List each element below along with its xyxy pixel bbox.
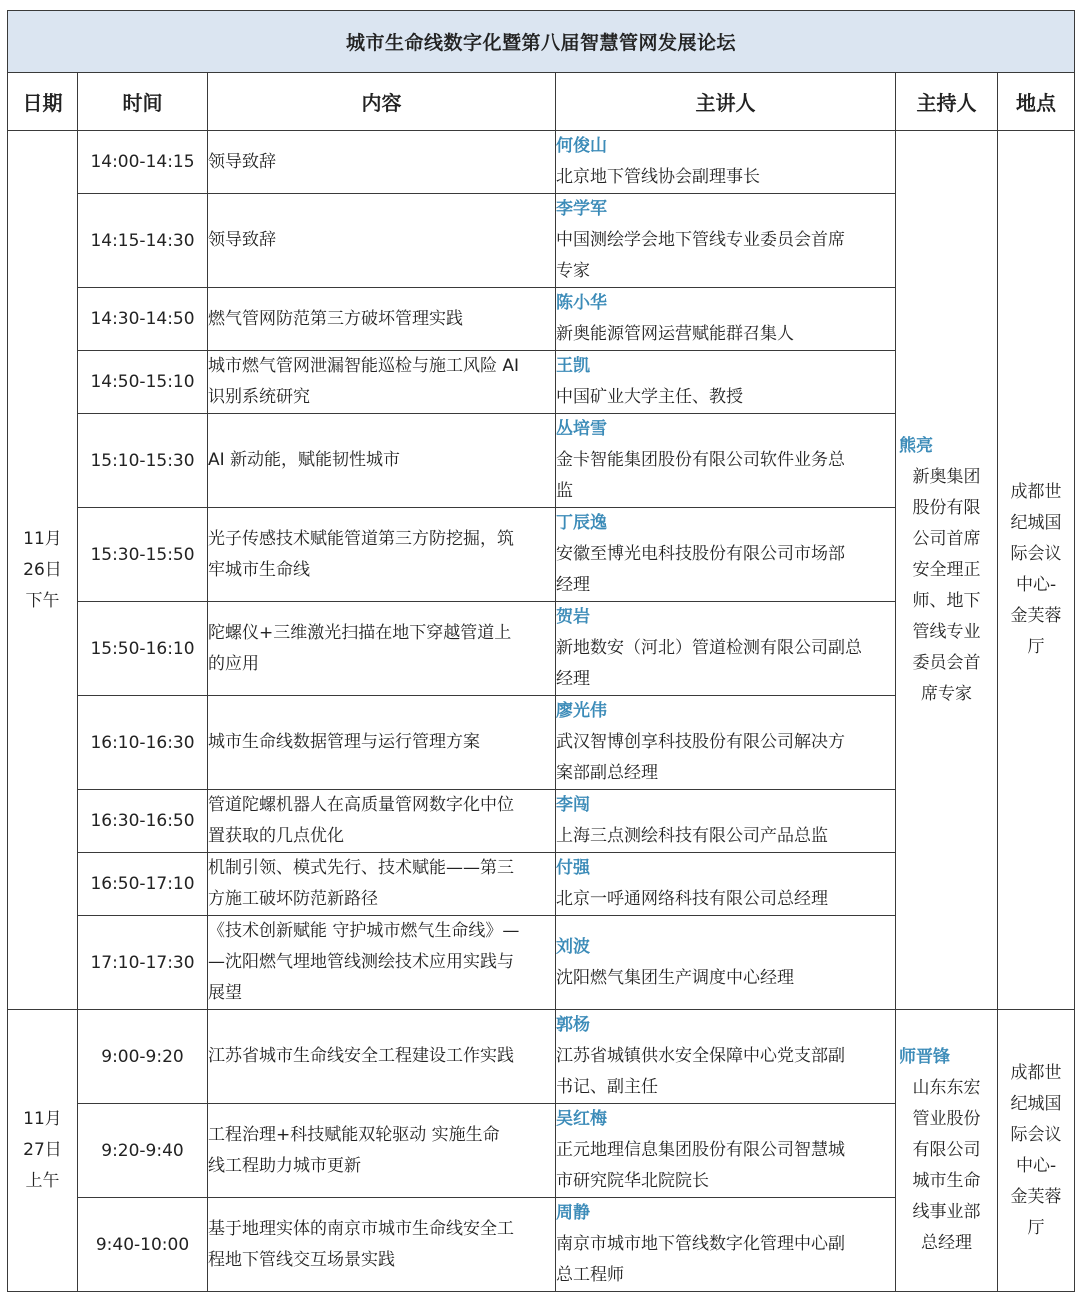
speaker-cell (556, 1104, 896, 1198)
host-name: 师晋锋 (899, 1047, 950, 1067)
header-time: 时间 (78, 73, 208, 131)
speaker-name: 刘波 (556, 936, 590, 957)
speaker-title: 沈阳燃气集团生产调度中心经理 (556, 967, 794, 988)
speaker-cell (556, 1010, 896, 1104)
time-slot: 14:30-14:50 (78, 288, 208, 351)
time-slot: 14:50-15:10 (78, 351, 208, 414)
speaker-cell (556, 853, 896, 916)
speaker-title: 江苏省城镇供水安全保障中心党支部副 书记、副主任 (556, 1046, 845, 1097)
talk-topic: 江苏省城市生命线安全工程建设工作实践 (208, 1010, 556, 1104)
talk-topic: 基于地理实体的南京市城市生命线安全工 程地下管线交互场景实践 (208, 1198, 556, 1292)
speaker-title: 中国矿业大学主任、教授 (556, 387, 743, 407)
time-slot: 16:50-17:10 (78, 853, 208, 916)
header-date: 日期 (8, 73, 78, 131)
talk-topic: 光子传感技术赋能管道第三方防挖掘，筑 牢城市生命线 (208, 508, 556, 602)
venue: 成都世 纪城国 际会议 中心- 金芙蓉 厅 (998, 1010, 1075, 1292)
talk-topic: AI 新动能，赋能韧性城市 (208, 414, 556, 508)
speaker-cell (556, 288, 896, 351)
talk-topic: 管道陀螺机器人在高质量管网数字化中位 置获取的几点优化 (208, 790, 556, 853)
table-row (8, 131, 1075, 194)
time-slot: 15:10-15:30 (78, 414, 208, 508)
speaker-title: 中国测绘学会地下管线专业委员会首席 专家 (556, 230, 845, 281)
speaker-cell (556, 351, 896, 414)
speaker-name: 陈小华 (556, 293, 607, 313)
speaker-cell (556, 131, 896, 194)
speaker-title: 北京一呼通网络科技有限公司总经理 (556, 889, 828, 909)
host-cell (896, 1010, 998, 1292)
time-slot: 9:20-9:40 (78, 1104, 208, 1198)
speaker-cell (556, 790, 896, 853)
time-slot: 15:50-16:10 (78, 602, 208, 696)
talk-topic: 机制引领、模式先行、技术赋能——第三 方施工破坏防范新路径 (208, 853, 556, 916)
speaker-title: 新奥能源管网运营赋能群召集人 (556, 324, 794, 344)
host-cell (896, 131, 998, 1010)
session-date: 11月 26日 下午 (8, 131, 78, 1010)
speaker-name: 周静 (556, 1203, 590, 1223)
time-slot: 9:40-10:00 (78, 1198, 208, 1292)
speaker-name: 李学军 (556, 199, 607, 219)
talk-topic: 领导致辞 (208, 131, 556, 194)
speaker-cell (556, 696, 896, 790)
table-row (8, 1010, 1075, 1104)
host-name: 熊亮 (899, 435, 933, 456)
time-slot: 14:15-14:30 (78, 194, 208, 288)
talk-topic: 工程治理+科技赋能双轮驱动 实施生命 线工程助力城市更新 (208, 1104, 556, 1198)
talk-topic: 领导致辞 (208, 194, 556, 288)
speaker-name: 丛培雪 (556, 419, 607, 439)
speaker-name: 何俊山 (556, 136, 607, 156)
talk-topic: 《技术创新赋能 守护城市燃气生命线》— —沈阳燃气埋地管线测绘技术应用实践与 展望 (208, 916, 556, 1010)
agenda-table (7, 10, 1075, 1292)
speaker-cell (556, 508, 896, 602)
speaker-cell (556, 602, 896, 696)
table-header-row (8, 73, 1075, 131)
speaker-title: 新地数安（河北）管道检测有限公司副总 经理 (556, 638, 862, 689)
time-slot: 16:30-16:50 (78, 790, 208, 853)
talk-topic: 城市生命线数据管理与运行管理方案 (208, 696, 556, 790)
header-speaker: 主讲人 (556, 73, 896, 131)
speaker-title: 安徽至博光电科技股份有限公司市场部 经理 (556, 544, 845, 595)
talk-topic: 陀螺仪+三维激光扫描在地下穿越管道上 的应用 (208, 602, 556, 696)
speaker-cell (556, 414, 896, 508)
time-slot: 15:30-15:50 (78, 508, 208, 602)
header-content: 内容 (208, 73, 556, 131)
time-slot: 9:00-9:20 (78, 1010, 208, 1104)
speaker-title: 金卡智能集团股份有限公司软件业务总 监 (556, 450, 845, 501)
header-venue: 地点 (998, 73, 1075, 131)
speaker-cell (556, 194, 896, 288)
venue: 成都世 纪城国 际会议 中心- 金芙蓉 厅 (998, 131, 1075, 1010)
speaker-name: 丁辰逸 (556, 513, 607, 533)
speaker-name: 廖光伟 (556, 701, 607, 721)
page-title: 城市生命线数字化暨第八届智慧管网发展论坛 (8, 11, 1075, 73)
header-host: 主持人 (896, 73, 998, 131)
speaker-name: 王凯 (556, 356, 590, 376)
session-date: 11月 27日 上午 (8, 1010, 78, 1292)
time-slot: 17:10-17:30 (78, 916, 208, 1010)
speaker-title: 正元地理信息集团股份有限公司智慧城 市研究院华北院院长 (556, 1140, 845, 1191)
talk-topic: 燃气管网防范第三方破坏管理实践 (208, 288, 556, 351)
speaker-name: 李闯 (556, 795, 590, 815)
speaker-title: 北京地下管线协会副理事长 (556, 167, 760, 187)
host-title: 新奥集团 股份有限 公司首席 安全理正 师、地下 管线专业 委员会首 席专家 (912, 466, 981, 704)
talk-topic: 城市燃气管网泄漏智能巡检与施工风险 AI 识别系统研究 (208, 351, 556, 414)
speaker-title: 南京市城市地下管线数字化管理中心副 总工程师 (556, 1234, 845, 1285)
speaker-name: 吴红梅 (556, 1109, 607, 1129)
speaker-name: 郭杨 (556, 1015, 590, 1035)
speaker-title: 上海三点测绘科技有限公司产品总监 (556, 826, 828, 846)
time-slot: 16:10-16:30 (78, 696, 208, 790)
speaker-name: 贺岩 (556, 607, 590, 627)
speaker-title: 武汉智博创享科技股份有限公司解决方 案部副总经理 (556, 732, 845, 783)
speaker-name: 付强 (556, 858, 590, 878)
speaker-cell (556, 916, 896, 1010)
speaker-cell (556, 1198, 896, 1292)
time-slot: 14:00-14:15 (78, 131, 208, 194)
host-title: 山东东宏 管业股份 有限公司 城市生命 线事业部 总经理 (912, 1078, 981, 1253)
